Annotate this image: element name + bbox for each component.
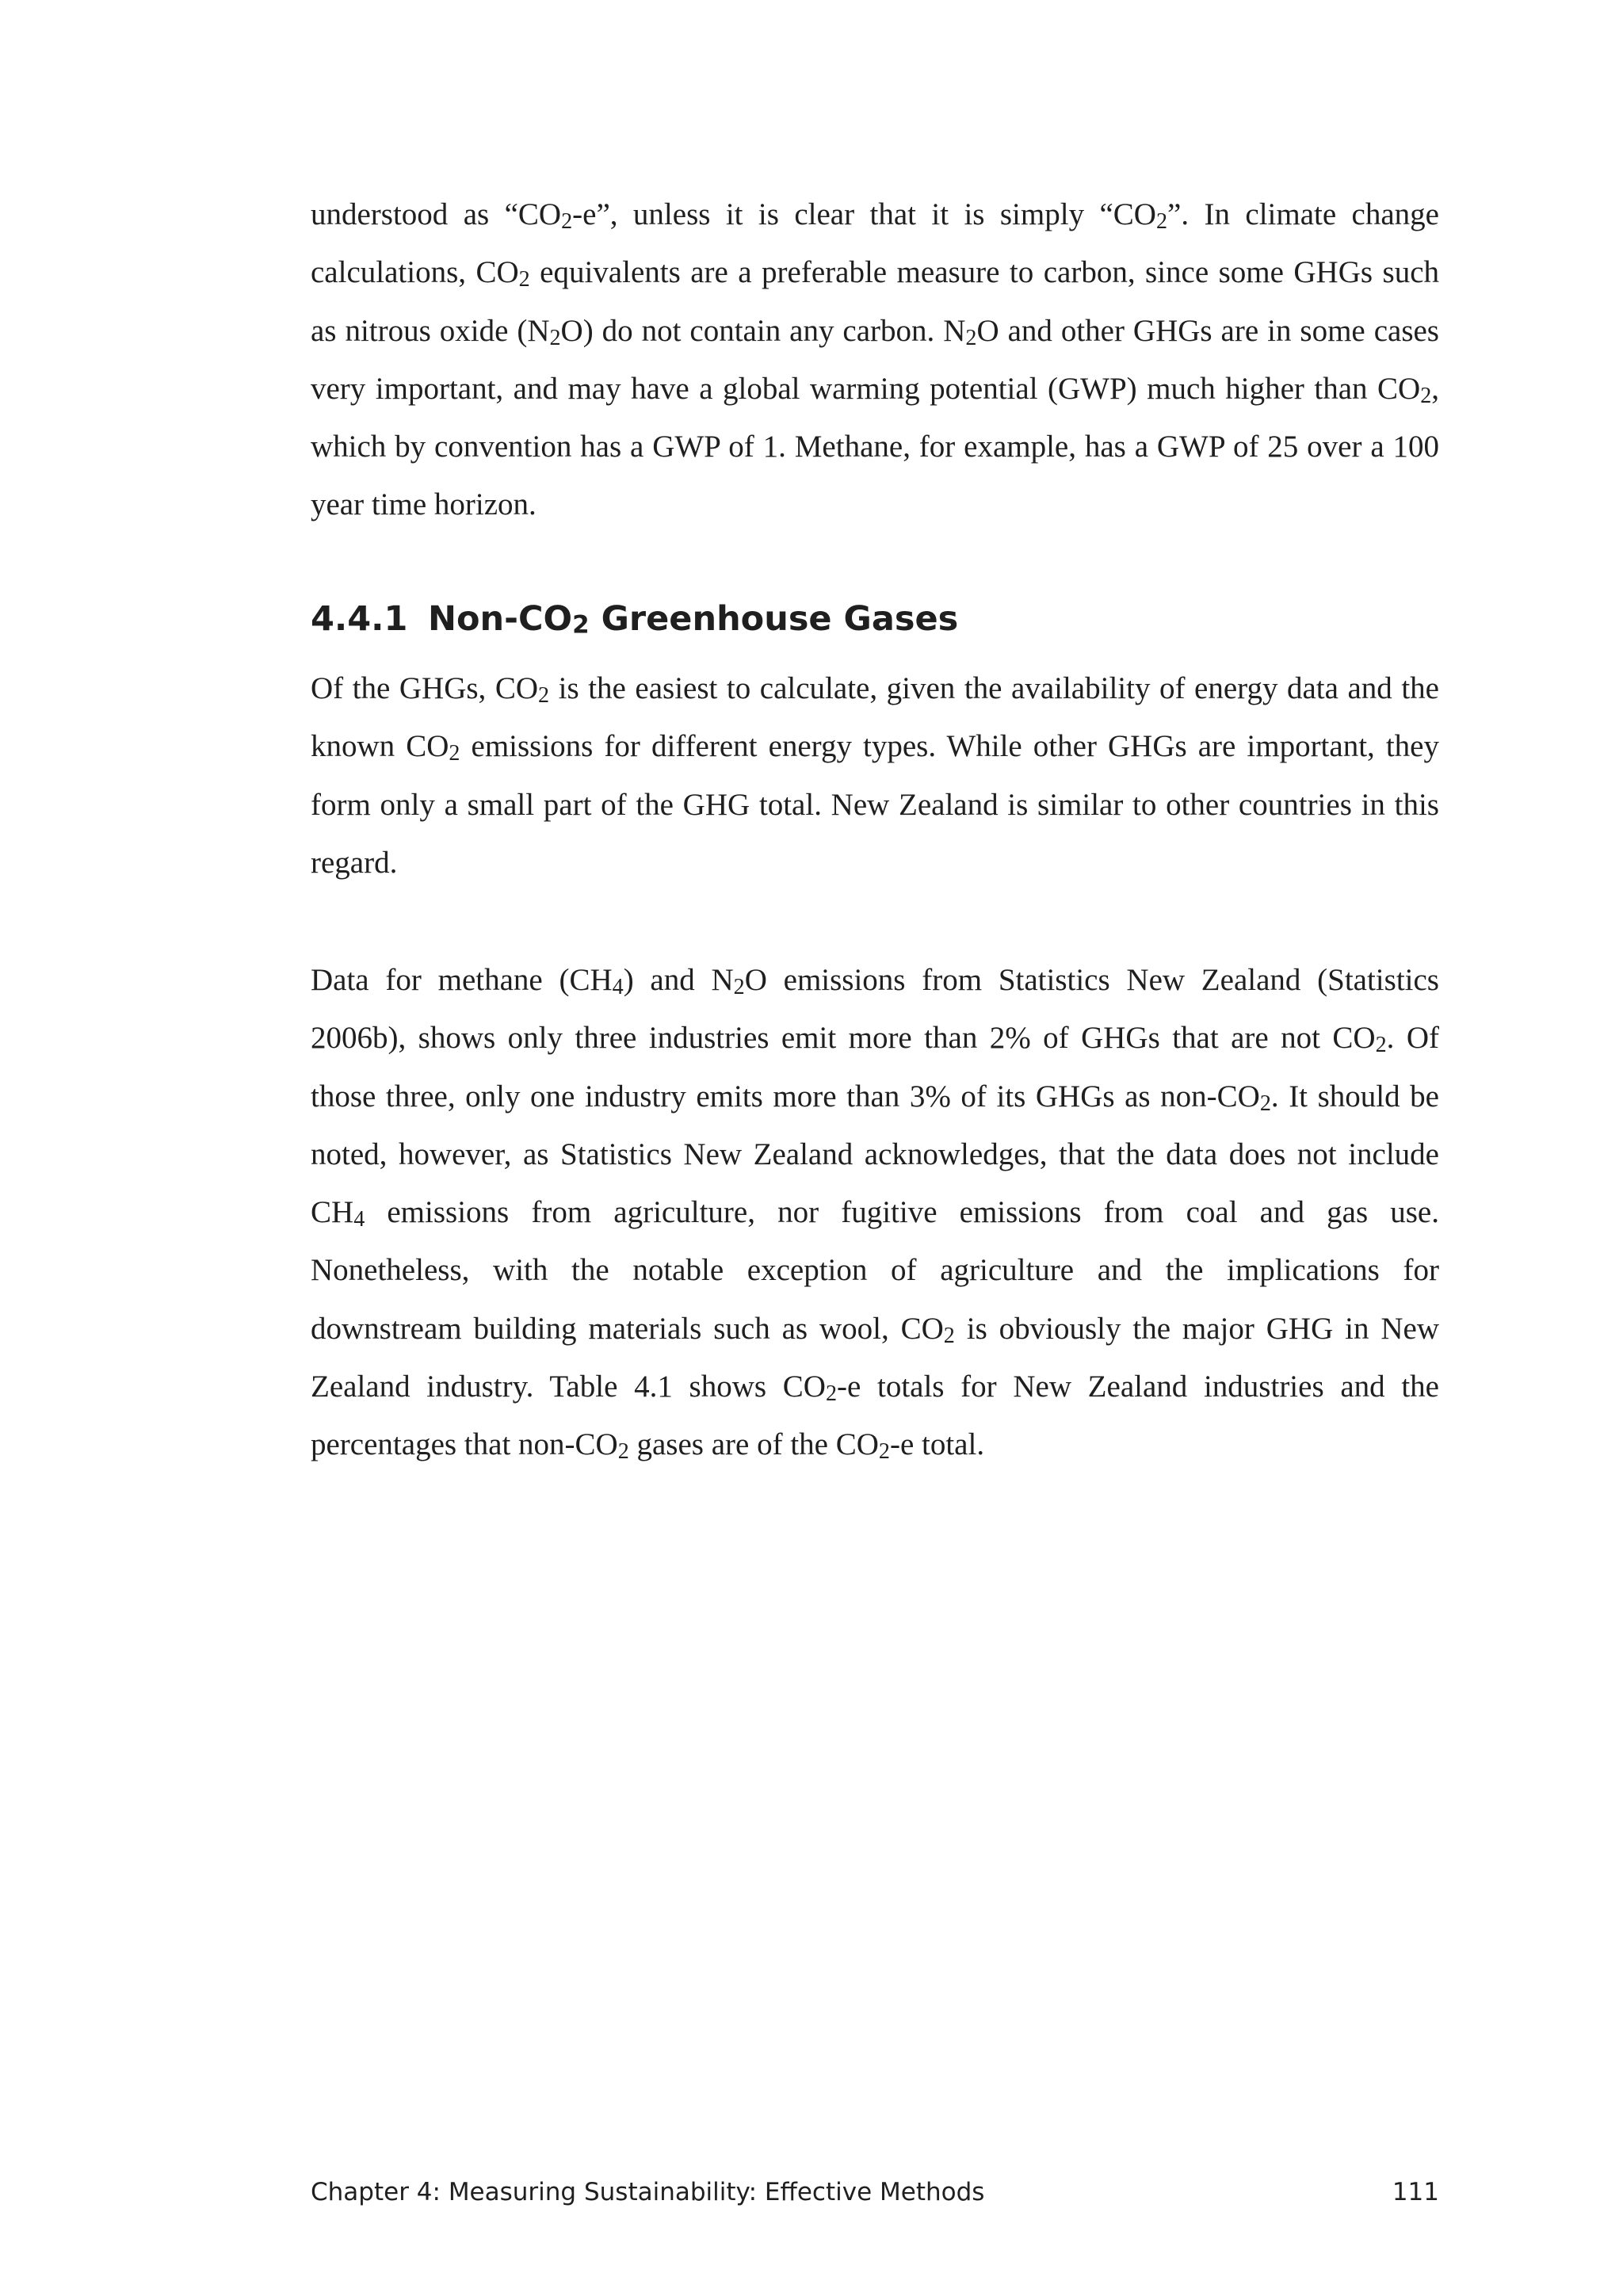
subscript: 2 xyxy=(549,325,561,350)
subscript: 2 xyxy=(825,1381,837,1407)
paragraph-ghg-calculation: Of the GHGs, $CO_2$ is the easiest to calculate, given the availability of energy data and the known $CO_2$ emissions for different energy types. While other GHGs are important, they form only a small part of the GHG total. New Zealand is similar to other countries in this regard. xyxy=(311,671,1439,880)
subscript: 2 xyxy=(538,683,550,709)
page-number: 111 xyxy=(1392,2178,1439,2206)
subscript: 2 xyxy=(518,267,530,292)
section-number: 4.4.1 xyxy=(311,599,408,639)
subscript: 2 xyxy=(1420,383,1432,408)
paragraph-co2-equivalents: understood as “$CO_2-e$”, unless it is clear that it is simply “$CO_2$”. In climate change calculations, $CO_2$ equivalents are a preferable measure to carbon, since some GHGs such as nitrous oxide $(N_2O)$ do not contain any carbon. $N_2O$ and other GHGs are in some cases very important, and may have a global warming potential (GWP) much higher than $CO_2$, which by convention has a GWP of 1. Methane, for example, has a GWP of 25 over a 100 year time horizon. xyxy=(311,197,1440,522)
subscript: 2 xyxy=(1259,1091,1271,1116)
subscript: 4 xyxy=(612,975,624,1000)
paragraph-methane-data: Data for methane $(CH_4)$ and $N_2O$ emissions from Statistics New Zealand (Statistics 2006b), shows only three industries emit more than 2% of GHGs that are not $CO_2$. Of those three, only one industry emits more than 3% of its GHGs as non-$CO_2$. It should be noted, however, as Statistics New Zealand acknowledges, that the data does not include $CH_4$ emissions from agriculture, nor fugitive emissions from coal and gas use. Nonetheless, with the notable exception of agriculture and the implications for downstream building materials such as wool, $CO_2$ is obviously the major GHG in New Zealand industry. Table 4.1 shows $CO_2-e$ totals for New Zealand industries and the percentages that non-$CO_2$ gases are of the $CO_2-e$ total. xyxy=(311,963,1439,1465)
subscript: 2 xyxy=(617,1439,629,1465)
subscript: 2 xyxy=(1375,1033,1387,1058)
page-footer xyxy=(311,2178,1439,2206)
subscript: 2 xyxy=(943,1323,955,1348)
section-heading xyxy=(311,599,958,639)
footer-chapter-title: Chapter 4: Measuring Sustainability: Effective Methods xyxy=(311,2178,985,2206)
subscript: 2 xyxy=(572,610,590,640)
subscript: 2 xyxy=(449,741,460,766)
subscript: 4 xyxy=(353,1207,365,1232)
subscript: 2 xyxy=(965,325,977,350)
subscript: 2 xyxy=(1155,209,1168,235)
subscript: 2 xyxy=(733,975,745,1000)
subscript: 2 xyxy=(561,209,573,235)
section-title: Non-$CO_2$ Greenhouse Gases xyxy=(428,599,959,640)
subscript: 2 xyxy=(878,1439,890,1465)
